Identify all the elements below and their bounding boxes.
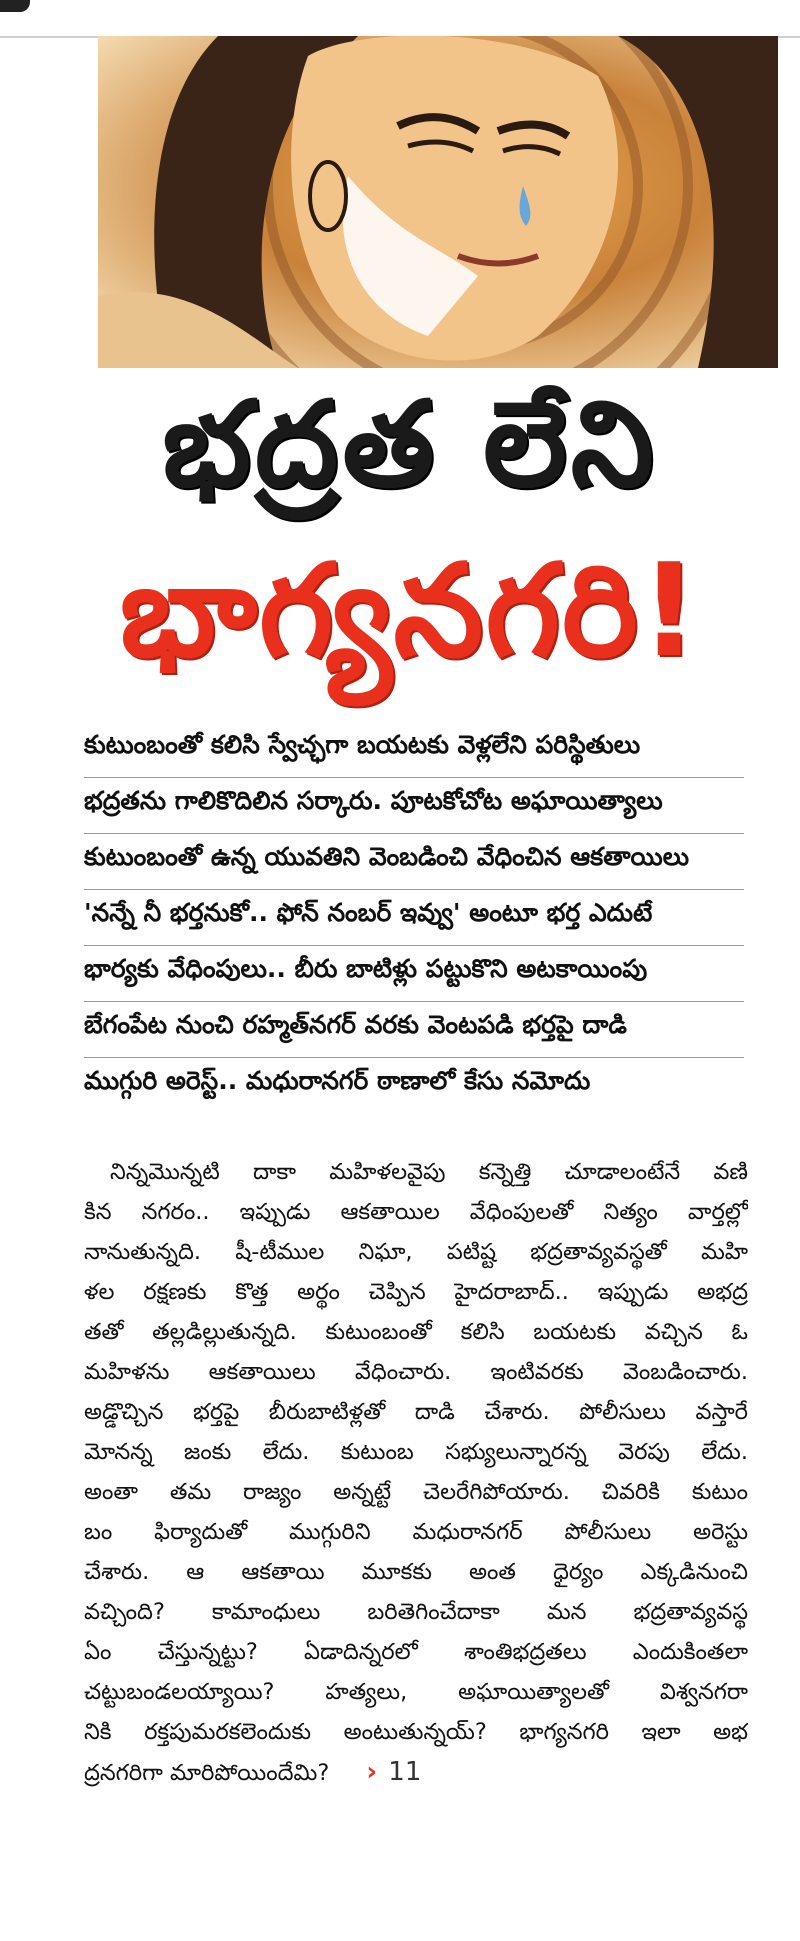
body-line: మహిళను ఆకతాయిలు వేధించారు. ఇంటివరకు వెంబడించారు. — [84, 1359, 748, 1385]
body-line: తతో తల్లడిల్లుతున్నది. కుటుంబంతో కలిసి బయటకు వచ్చిన ఓ — [84, 1319, 748, 1345]
body-line: అంతా తమ రాజ్యం అన్నట్టే చెలరేగిపోయారు. చివరికి కుటుం — [84, 1479, 748, 1505]
body-line: చేశారు. ఆ ఆకతాయి మూకకు అంత ధైర్యం ఎక్కడినుంచి — [84, 1559, 748, 1585]
headline-line-2: భాగ్యనగరి! — [119, 537, 701, 686]
summary-line: కుటుంబంతో కలిసి స్వేచ్ఛగా బయటకు వెళ్లలేని పరిస్థితులు — [84, 722, 744, 778]
body-line: బం ఫిర్యాదుతో ముగ్గురిని మధురానగర్ పోలీసులు అరెస్టు — [84, 1519, 748, 1545]
continued-page-number[interactable]: 11 — [388, 1757, 422, 1787]
article-body — [84, 1152, 748, 1792]
body-line: అడ్డొచ్చిన భర్తపై బీరుబాటిళ్లతో దాడి చేశారు. పోలీసులు వస్తారే — [84, 1399, 748, 1425]
continued-arrow-icon: › — [366, 1757, 378, 1787]
body-line: వచ్చింది? కామాంధులు బరితెగించేదాకా మన భద్రతావ్యవస్థ — [84, 1599, 748, 1625]
summary-line: భార్యకు వేధింపులు.. బీరు బాటిళ్లు పట్టుకొని అటకాయింపు — [84, 946, 744, 1002]
body-line-last — [84, 1752, 748, 1792]
summary-line: భద్రతను గాలికొదిలిన సర్కారు. పూటకోచోట అఘాయిత్యాలు — [84, 778, 744, 834]
body-line: మోనన్న జంకు లేదు. కుటుంబ సభ్యులున్నారన్న వెరపు లేదు. — [84, 1439, 748, 1465]
body-line: ళల రక్షణకు కొత్త అర్థం చెప్పిన హైదరాబాద్.. ఇప్పుడు అభద్ర — [84, 1279, 748, 1305]
summary-line: కుటుంబంతో ఉన్న యువతిని వెంబడించి వేధించిన ఆకతాయిలు — [84, 834, 744, 890]
body-line: నికి రక్తపుమరకలెందుకు అంటుతున్నయ్? భాగ్యనగరి ఇలా అభ — [84, 1719, 748, 1745]
illustration-crying-woman — [98, 36, 778, 368]
body-line: చట్టుబండలయ్యాయి? హత్యలు, అఘాయిత్యాలతో విశ్వనగరా — [84, 1679, 748, 1705]
headline-line-1: భద్రత లేని — [162, 375, 658, 513]
summary-bullets — [84, 722, 744, 1113]
summary-line: 'నన్నే నీ భర్తనుకో.. ఫోన్ నంబర్ ఇవ్వు' అంటూ భర్త ఎదుటే — [84, 890, 744, 946]
body-line: కిన నగరం.. ఇప్పుడు ఆకతాయిల వేధింపులతో నిత్యం వార్తల్లో — [84, 1199, 748, 1225]
summary-line: బేగంపేట నుంచి రహ్మత్‌నగర్ వరకు వెంటపడి భర్తపై దాడి — [84, 1002, 744, 1058]
page-corner-mark — [0, 0, 30, 12]
body-line: నానుతున్నది. షీ-టీముల నిఘా, పటిష్ట భద్రతావ్యవస్థతో మహి — [84, 1239, 748, 1265]
body-line: నిన్నమొన్నటి దాకా మహిళలవైపు కన్నెత్తి చూడాలంటేనే వణి — [110, 1159, 748, 1185]
body-line-text: ద్రనగరిగా మారిపోయిందేమి? — [84, 1760, 330, 1786]
summary-line: ముగ్గురి అరెస్ట్.. మధురానగర్ ఠాణాలో కేసు నమోదు — [84, 1066, 591, 1095]
body-line: ఏం చేస్తున్నట్టు? ఏడాదిన్నరలో శాంతిభద్రతలు ఎందుకింతలా — [84, 1639, 748, 1665]
